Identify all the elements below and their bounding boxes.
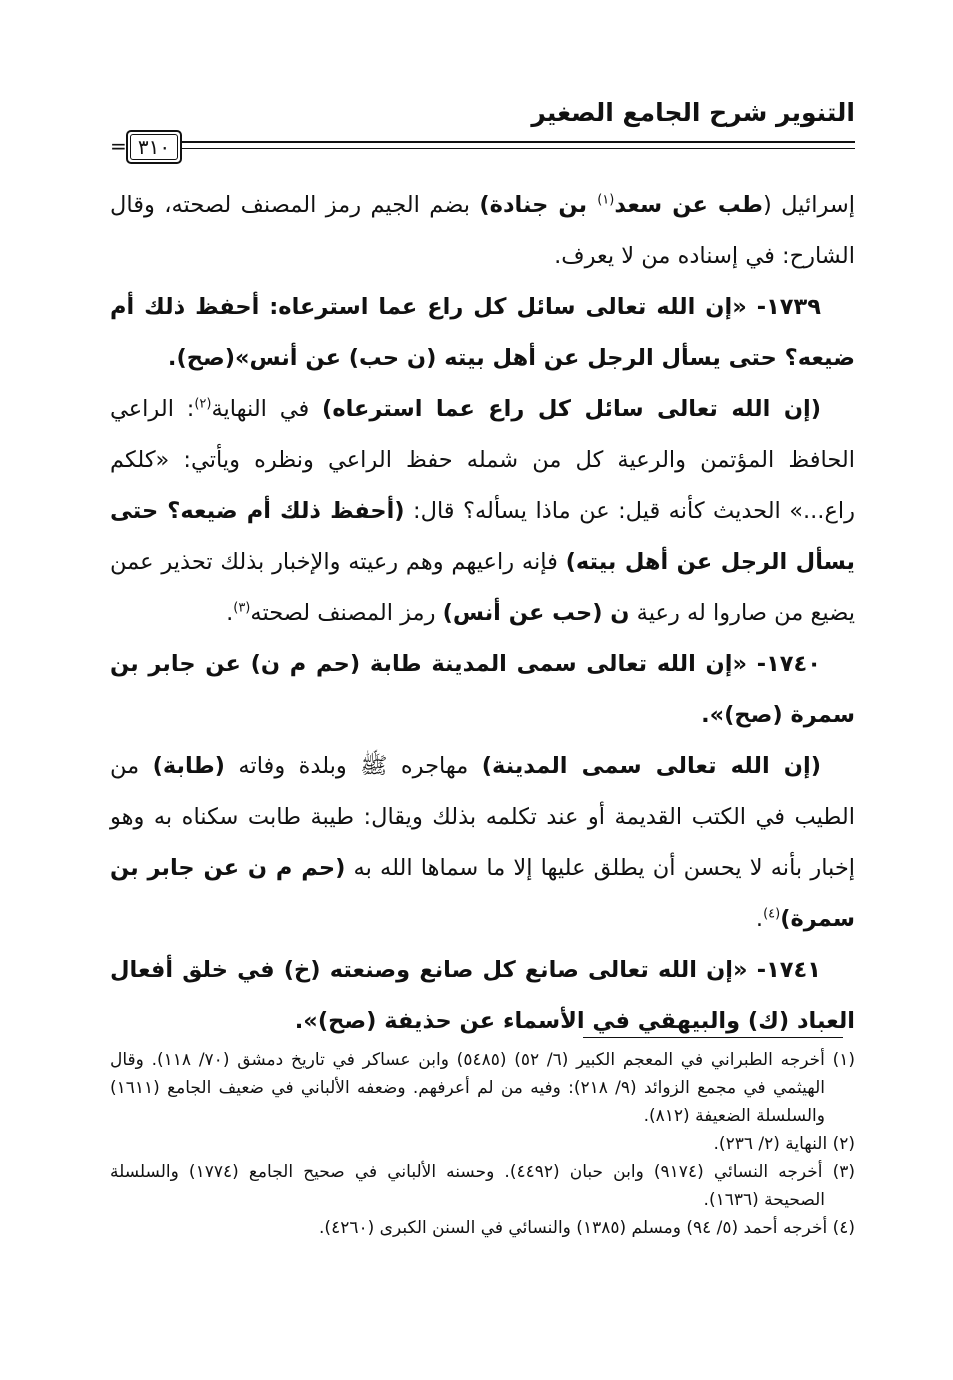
page-header bbox=[110, 98, 855, 170]
footnote-3: (٣) أخرجه النسائي (٩١٧٤) وابن حبان (٤٤٩٢). وحسنه الألباني في صحيح الجامع (١٧٧٤) والسلسلة الصحيحة (١٦٣٦). bbox=[110, 1162, 856, 1210]
text-span: رمز المصنف لصحته bbox=[250, 600, 443, 626]
bold-span: طب عن سعد bbox=[614, 192, 763, 218]
footnote-4: (٤) أخرجه أحمد (٥/ ٩٤) ومسلم (١٣٨٥) والنسائي في السنن الكبرى (٤٢٦٠). bbox=[319, 1218, 855, 1238]
bold-span: ن (حب عن أنس) bbox=[442, 600, 630, 626]
commentary-1739 bbox=[110, 384, 855, 639]
footnotes bbox=[110, 1046, 855, 1242]
footnote-1: (١) أخرجه الطبراني في المعجم الكبير (٦/ ٥٢) (٥٤٨٥) وابن عساكر في تاريخ دمشق (٧٠/ ١١٨). وقال الهيثمي في مجمع الزوائد (٩/ ٢١٨): وفيه من لم أعرفهم. وضعفه الألباني في ضعيف الجامع (١٦١١) والسلسلة الضعيفة (٨١٢). bbox=[110, 1050, 855, 1126]
header-rule-thin bbox=[180, 148, 855, 149]
text-span: : الراعي الحافظ المؤتمن والرعية كل من شمله حفظ الراعي ونظره ويأتي: «كلكم راع...» الحديث كأنه قيل: عن ماذا يسأله؟ قال: bbox=[110, 396, 855, 524]
text-span: فإنه راعيهم وهم رعيته والإخبار بذلك تحذير عمن يضيع من صاروا له رعية bbox=[110, 549, 855, 626]
page-number bbox=[126, 130, 182, 164]
hadith-1741: ١٧٤١- «إن الله تعالى صانع كل صانع وصنعته (خ) في خلق أفعال العباد (ك) والبيهقي في الأسماء عن حذيفة (صح)». bbox=[110, 957, 855, 1034]
bold-span: (إن الله تعالى سمى المدينة) bbox=[481, 753, 821, 779]
text-span: . bbox=[755, 906, 764, 932]
commentary-1740 bbox=[110, 741, 855, 945]
text-span: بضم الجيم رمز المصنف لصحته، وقال الشارح: في إسناده من لا يعرف. bbox=[110, 192, 855, 269]
text-span: إسرائيل ( bbox=[762, 192, 855, 218]
book-title: التنوير شرح الجامع الصغير bbox=[531, 98, 855, 127]
bold-span: (طابة) bbox=[152, 753, 225, 779]
main-text bbox=[110, 180, 855, 1047]
header-rule-thick bbox=[180, 141, 855, 143]
bold-span: (حم م ن عن جابر بن سمرة) bbox=[110, 855, 855, 932]
footnote-separator bbox=[583, 1037, 843, 1038]
header-mark: = bbox=[110, 134, 127, 158]
footnote-ref-4: (٤) bbox=[763, 906, 781, 922]
bold-span: بن جنادة) bbox=[479, 192, 598, 218]
text-span: في النهاية bbox=[211, 396, 323, 422]
text-span: . bbox=[226, 600, 234, 626]
footnote-2: (٢) النهاية (٢/ ٢٣٦). bbox=[713, 1134, 855, 1154]
text-span: من الطيب في الكتب القديمة أو عند تكلمه بذلك ويقال: طيبة طابت سكناه به وهو إخبار بأنه لا يحسن أن يطلق عليها إلا ما سماها الله به bbox=[110, 753, 855, 881]
footnote-ref-1: (١) bbox=[597, 192, 615, 208]
hadith-1739: ١٧٣٩- «إن الله تعالى سائل كل راع عما استرعاه: أحفظ ذلك أم ضيعه؟ حتى يسأل الرجل عن أهل بيته (ن حب) عن أنس»(صح). bbox=[110, 294, 855, 371]
bold-span: (أحفظ ذلك أم ضيعه؟ حتى يسأل الرجل عن أهل بيته) bbox=[110, 498, 855, 575]
text-span: مهاجره ﷺ وبلدة وفاته bbox=[224, 753, 482, 779]
bold-span: (إن الله تعالى سائل كل راع عما استرعاه) bbox=[322, 396, 822, 422]
footnote-ref-3: (٣) bbox=[233, 600, 251, 616]
paragraph-isnad bbox=[110, 180, 855, 282]
hadith-1740: ١٧٤٠- «إن الله تعالى سمى المدينة طابة (حم م ن) عن جابر بن سمرة (صح)». bbox=[110, 651, 855, 728]
footnote-ref-2: (٢) bbox=[194, 396, 212, 412]
page-number-text: ٣١٠ bbox=[137, 135, 171, 159]
